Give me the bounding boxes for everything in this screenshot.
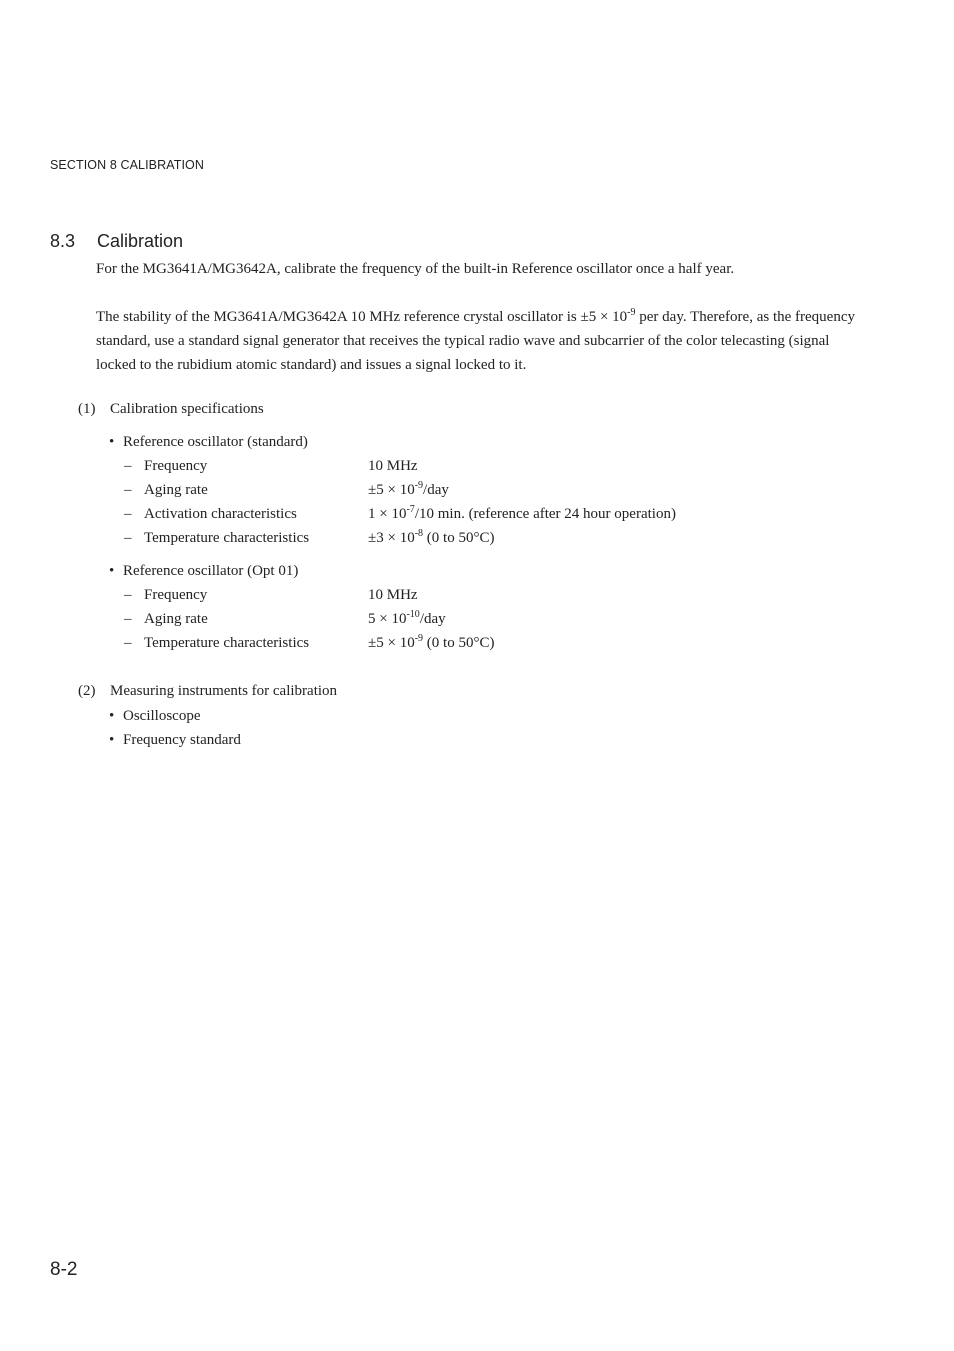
bullet-reference-oscillator-standard xyxy=(109,434,308,451)
spec-label: Aging rate xyxy=(144,482,208,498)
spec-row: – Frequency 10 MHz xyxy=(124,587,418,603)
section-heading xyxy=(50,231,183,252)
stability-exponent: -9 xyxy=(627,307,636,318)
spec-label: Temperature characteristics xyxy=(144,635,310,651)
page-number: 8-2 xyxy=(50,1259,78,1280)
spec-row: – Activation characteristics $1 \times 10^{-7}/10$ min. (reference after 24 hour operation) xyxy=(124,504,676,522)
spec-exponent: -8 xyxy=(414,528,424,539)
spec-value: ±3 × 10 xyxy=(368,530,415,546)
spec-value: ±5 × 10 xyxy=(368,635,415,651)
spec-value: 10 MHz xyxy=(368,587,418,603)
bullet-label: Reference oscillator (Opt 01) xyxy=(123,563,299,579)
bullet-reference-oscillator-opt01 xyxy=(109,563,298,580)
list-heading-calibration-specifications xyxy=(78,401,264,418)
section-number: 8.3 xyxy=(50,231,76,251)
spec-exponent: -9 xyxy=(414,480,424,491)
spec-value: 1 × 10 xyxy=(368,506,407,522)
intro-paragraph: For the MG3641A/MG3642A, calibrate the frequency of the built-in Reference oscillator once a half year. xyxy=(96,261,735,277)
spec-value: 5 × 10 xyxy=(368,611,407,627)
bullet-label: Frequency standard xyxy=(123,732,241,748)
bullet-frequency-standard xyxy=(109,732,241,749)
spec-suffix: /10 min. (reference after 24 hour operation) xyxy=(414,506,676,522)
list-heading-measuring-instruments xyxy=(78,683,337,700)
spec-row: – Frequency 10 MHz xyxy=(124,458,418,474)
stability-paragraph xyxy=(96,305,856,377)
bullet-oscilloscope xyxy=(109,708,200,725)
spec-label: Activation characteristics xyxy=(144,506,297,522)
bullet-label: Oscilloscope xyxy=(123,708,201,724)
list-title: Measuring instruments for calibration xyxy=(110,683,338,699)
spec-row: – Aging rate $\pm 5 \times 10^{-9}$/day xyxy=(124,480,449,498)
bullet-mark: • xyxy=(109,563,115,579)
spec-suffix: (0 to 50°C) xyxy=(423,635,495,651)
bullet-mark: • xyxy=(109,434,115,450)
bullet-mark: • xyxy=(109,732,115,748)
spec-value: 10 MHz xyxy=(368,458,418,474)
spec-suffix: /day xyxy=(419,611,446,627)
spec-exponent: -10 xyxy=(406,609,420,620)
spec-row: – Temperature characteristics $\pm 3 \times 10^{-8}$ (0 to 50°C) xyxy=(124,528,495,546)
bullet-label: Reference oscillator (standard) xyxy=(123,434,308,450)
spec-suffix: (0 to 50°C) xyxy=(423,530,495,546)
spec-exponent: -9 xyxy=(414,633,424,644)
spec-suffix: /day xyxy=(423,482,449,498)
bullet-mark: • xyxy=(109,708,115,724)
section-title: Calibration xyxy=(97,231,184,251)
stability-text-end: per day. Therefore, as the frequency standard, use a standard signal generator that receives the typical radio wave and subcarrier of the color telecasting (signal locked to the rubidium atomic standard) and issues a signal locked to it. xyxy=(96,309,855,373)
running-header: SECTION 8 CALIBRATION xyxy=(50,158,204,172)
list-number: (2) xyxy=(78,683,96,699)
stability-text-start: The stability of the MG3641A/MG3642A 10 MHz reference crystal oscillator is ±5 × 10 xyxy=(96,309,628,325)
spec-label: Frequency xyxy=(144,587,208,603)
spec-label: Frequency xyxy=(144,458,208,474)
spec-row: – Aging rate $5 \times 10^{-10}$/day xyxy=(124,609,446,627)
spec-value: ±5 × 10 xyxy=(368,482,415,498)
spec-row: – Temperature characteristics $\pm 5 \times 10^{-9}$ (0 to 50°C) xyxy=(124,633,495,651)
list-title: Calibration specifications xyxy=(110,401,264,417)
spec-label: Temperature characteristics xyxy=(144,530,310,546)
list-number: (1) xyxy=(78,401,96,417)
spec-exponent: -7 xyxy=(406,504,415,515)
spec-label: Aging rate xyxy=(144,611,208,627)
